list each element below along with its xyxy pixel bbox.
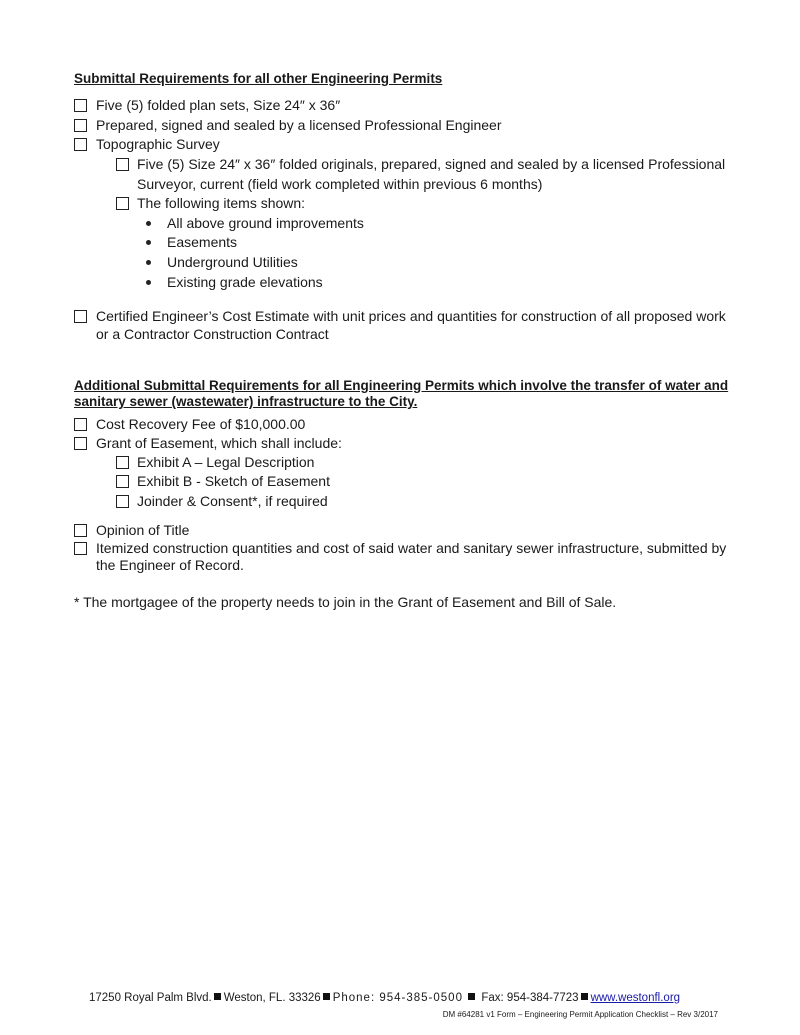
square-separator-icon [581, 993, 588, 1000]
checklist-subitem: Exhibit A – Legal Description [137, 454, 315, 470]
section-heading-continued: sanitary sewer (wastewater) infrastructure to the City. [74, 394, 418, 409]
website-link[interactable]: www.westonfl.org [590, 992, 681, 1004]
checklist-item-continued: or a Contractor Construction Contract [96, 326, 329, 342]
footer-contact [89, 989, 680, 1007]
checklist-item: Topographic Survey [96, 136, 220, 152]
checklist-item-continued: the Engineer of Record. [96, 557, 244, 573]
checkbox[interactable] [74, 310, 87, 323]
document-reference: DM #64281 v1 Form – Engineering Permit Application Checklist – Rev 3/2017 [442, 1010, 718, 1019]
section-heading: Submittal Requirements for all other Engineering Permits [74, 71, 443, 86]
checklist-item: Five (5) folded plan sets, Size 24″ x 36″ [96, 97, 341, 113]
checkbox[interactable] [116, 456, 129, 469]
checkbox[interactable] [116, 475, 129, 488]
square-separator-icon [468, 993, 475, 1000]
checklist-item: Certified Engineer’s Cost Estimate with unit prices and quantities for construction of all proposed work [96, 308, 726, 324]
checklist-subitem: Exhibit B - Sketch of Easement [137, 473, 330, 489]
footnote: * The mortgagee of the property needs to join in the Grant of Easement and Bill of Sale. [74, 594, 617, 610]
square-separator-icon [214, 993, 221, 1000]
checklist-item: Prepared, signed and sealed by a licensed Professional Engineer [96, 117, 502, 133]
bullet-icon [146, 240, 151, 245]
checkbox[interactable] [74, 119, 87, 132]
bullet-icon [146, 221, 151, 226]
checkbox[interactable] [74, 524, 87, 537]
checkbox[interactable] [116, 158, 129, 171]
square-separator-icon [323, 993, 330, 1000]
checklist-item: Opinion of Title [96, 522, 190, 538]
checkbox[interactable] [116, 495, 129, 508]
checklist-subitem: Five (5) Size 24″ x 36″ folded originals, prepared, signed and sealed by a licensed Professional [137, 156, 726, 172]
checkbox[interactable] [74, 418, 87, 431]
footer-phone: Phone: 954-385-0500 [332, 992, 463, 1004]
bullet-item: Easements [167, 234, 238, 250]
bullet-icon [146, 280, 151, 285]
bullet-icon [146, 260, 151, 265]
bullet-item: Existing grade elevations [167, 274, 323, 290]
checkbox[interactable] [74, 542, 87, 555]
checklist-item: Itemized construction quantities and cost of said water and sanitary sewer infrastructure, submitted by [96, 540, 727, 556]
bullet-item: All above ground improvements [167, 215, 364, 231]
checkbox[interactable] [116, 197, 129, 210]
checklist-subitem-continued: Surveyor, current (field work completed within previous 6 months) [137, 176, 543, 192]
footer-address: 17250 Royal Palm Blvd. [89, 992, 212, 1004]
checklist-item: Grant of Easement, which shall include: [96, 435, 342, 451]
checkbox[interactable] [74, 99, 87, 112]
checklist-subitem: Joinder & Consent*, if required [137, 493, 328, 509]
checklist-item: Cost Recovery Fee of $10,000.00 [96, 416, 306, 432]
checkbox[interactable] [74, 437, 87, 450]
footer-fax: Fax: 954-384-7723 [481, 992, 579, 1004]
bullet-item: Underground Utilities [167, 254, 298, 270]
section-heading: Additional Submittal Requirements for all Engineering Permits which involve the transfer of water and [74, 378, 729, 393]
checkbox[interactable] [74, 138, 87, 151]
checklist-subitem: The following items shown: [137, 195, 306, 211]
footer-city: Weston, FL. 33326 [223, 992, 321, 1004]
